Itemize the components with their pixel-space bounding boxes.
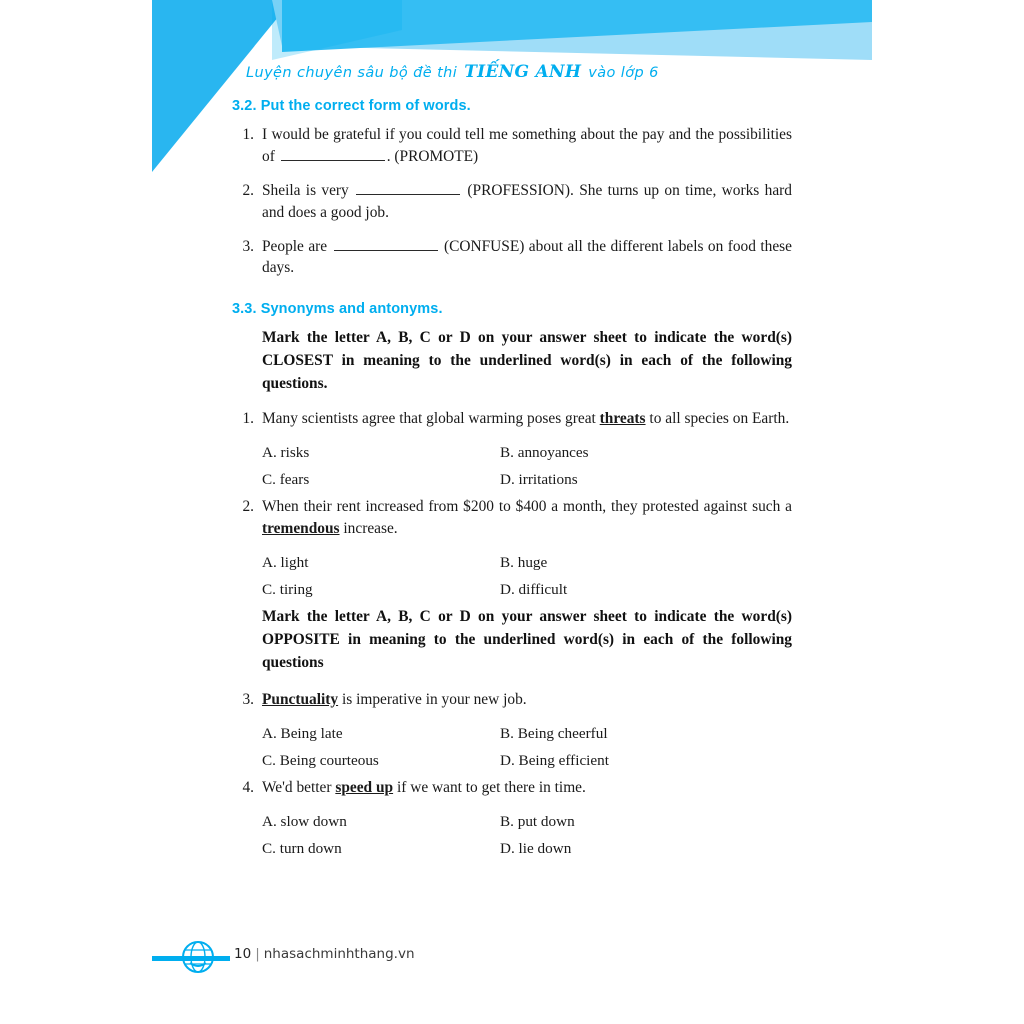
option-a[interactable]: A. risks <box>262 443 310 461</box>
option-group <box>262 811 792 860</box>
running-head-part2: TIẾNG ANH <box>464 62 582 82</box>
footer-separator: | <box>255 946 260 962</box>
question-text-after: increase. <box>343 519 398 537</box>
option-group <box>262 723 792 772</box>
running-head <box>246 62 659 82</box>
option-group <box>262 552 792 601</box>
instruction-opposite: Mark the letter A, B, C or D on your answer sheet to indicate the word(s) OPPOSITE in meaning to the underlined word(s) in each of the following questions <box>262 608 792 671</box>
answer-blank[interactable] <box>281 147 385 161</box>
question-keyword: Punctuality <box>262 690 339 708</box>
option-b[interactable]: B. Being cheerful <box>500 724 608 742</box>
option-row <box>262 838 792 859</box>
question-item <box>232 124 792 168</box>
option-a[interactable]: A. Being late <box>262 724 343 742</box>
question-text-after: (PROFESSION). She turns up on time, works hard and does a good job. <box>262 181 792 221</box>
question-text: Sheila is very <box>262 181 349 199</box>
question-item <box>232 180 792 224</box>
question-text: I would be grateful if you could tell me something about the pay and the possibilities of <box>262 126 792 165</box>
question-text: Many scientists agree that global warming poses great <box>262 409 596 427</box>
question-text-after: to all species on Earth. <box>649 409 790 427</box>
option-b[interactable]: B. huge <box>500 553 548 571</box>
question-item <box>232 777 792 799</box>
question-keyword: threats <box>599 409 646 427</box>
option-row <box>262 723 792 744</box>
option-row <box>262 579 792 600</box>
option-c[interactable]: C. Being courteous <box>262 751 379 769</box>
question-text: When their rent increased from $200 to $400 a month, they protested against such a <box>262 498 792 516</box>
option-c[interactable]: C. fears <box>262 470 310 488</box>
page-footer <box>152 936 572 978</box>
option-c[interactable]: C. tiring <box>262 581 313 599</box>
question-item <box>232 689 792 711</box>
question-text: We'd better <box>262 779 332 797</box>
option-row <box>262 750 792 771</box>
footer-text <box>234 946 415 962</box>
question-list-3-2 <box>232 124 792 279</box>
question-text-after: if we want to get there in time. <box>396 779 586 797</box>
option-row <box>262 442 792 463</box>
question-number: 4. <box>242 779 254 797</box>
document-content <box>232 98 792 866</box>
running-head-part3: vào lớp 6 <box>588 65 659 81</box>
question-keyword: tremendous <box>262 519 340 537</box>
question-number: 3. <box>242 237 254 255</box>
section-heading-3-2: 3.2. Put the correct form of words. <box>232 98 471 114</box>
question-item <box>232 236 792 280</box>
option-d[interactable]: D. Being efficient <box>500 751 609 769</box>
option-row <box>262 552 792 573</box>
globe-icon <box>177 936 219 978</box>
question-text: People are <box>262 237 328 255</box>
section-heading-3-3: 3.3. Synonyms and antonyms. <box>232 301 443 318</box>
footer-website: nhasachminhthang.vn <box>263 946 415 962</box>
answer-blank[interactable] <box>356 181 460 195</box>
answer-blank[interactable] <box>334 237 438 251</box>
option-d[interactable]: D. lie down <box>500 840 572 858</box>
option-c[interactable]: C. turn down <box>262 840 342 858</box>
instruction-closest: Mark the letter A, B, C or D on your answer sheet to indicate the word(s) CLOSEST in meaning to the underlined word(s) in each of the following questions. <box>262 329 792 392</box>
question-text-after: (CONFUSE) about all the different labels on food these days. <box>262 237 792 277</box>
option-row <box>262 469 792 490</box>
page-number: 10 <box>234 946 252 962</box>
option-a[interactable]: A. slow down <box>262 813 347 831</box>
running-head-part1: Luyện chuyên sâu bộ đề thi <box>246 65 458 81</box>
question-number: 2. <box>242 498 254 516</box>
question-number: 1. <box>242 409 254 427</box>
question-item <box>232 408 792 430</box>
option-row <box>262 811 792 832</box>
question-keyword: speed up <box>335 779 394 797</box>
option-a[interactable]: A. light <box>262 553 309 571</box>
option-b[interactable]: B. put down <box>500 813 575 831</box>
question-list-closest <box>232 408 792 601</box>
question-number: 1. <box>242 126 254 143</box>
question-item <box>232 496 792 540</box>
question-list-opposite <box>232 689 792 860</box>
option-d[interactable]: D. irritations <box>500 470 578 488</box>
question-text-after: . (PROMOTE) <box>386 147 479 165</box>
question-number: 2. <box>242 181 254 199</box>
option-group <box>262 442 792 491</box>
question-number: 3. <box>242 690 254 708</box>
question-text-after: is imperative in your new job. <box>341 690 527 708</box>
option-b[interactable]: B. annoyances <box>500 443 589 461</box>
option-d[interactable]: D. difficult <box>500 581 568 599</box>
